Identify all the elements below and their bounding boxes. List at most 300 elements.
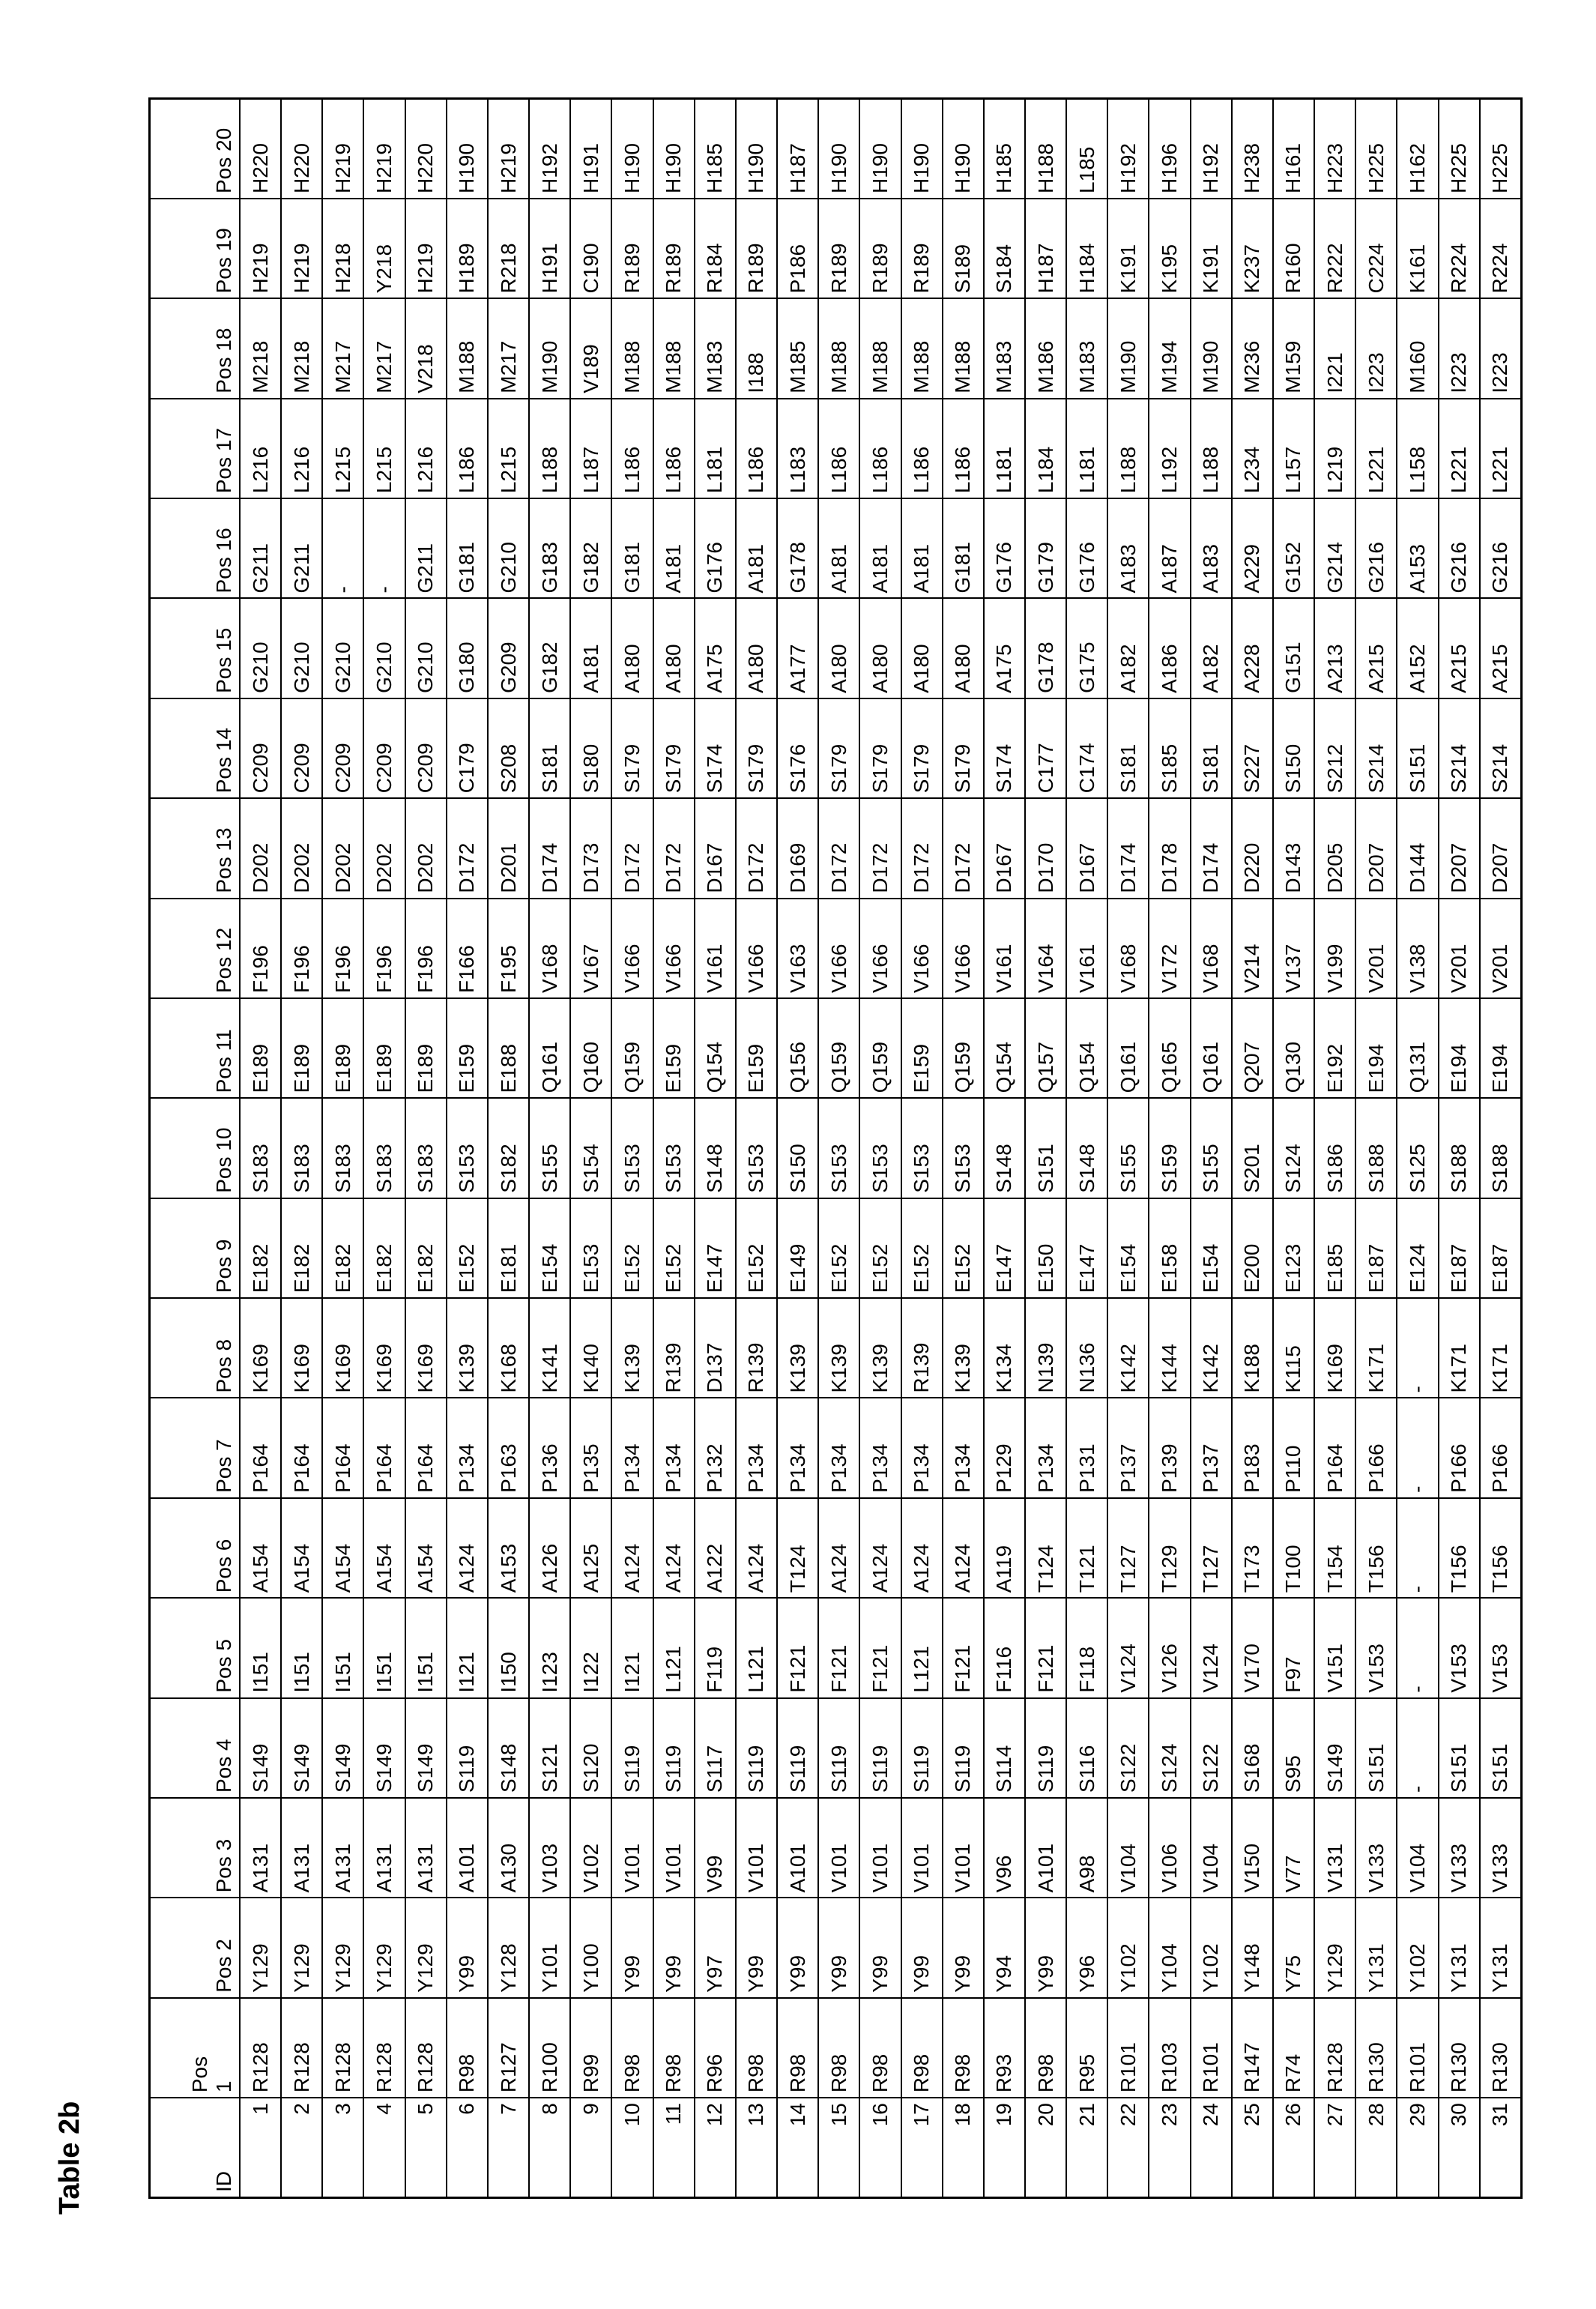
row-id: 5 bbox=[405, 2098, 447, 2197]
row-id: 27 bbox=[1314, 2098, 1355, 2197]
residue-cell: M190 bbox=[1107, 298, 1149, 398]
residue-cell: S155 bbox=[1107, 1098, 1149, 1198]
residue-cell: T154 bbox=[1314, 1498, 1355, 1598]
residue-cell: S168 bbox=[1232, 1698, 1273, 1798]
residue-cell: R224 bbox=[1480, 199, 1522, 298]
residue-cell: P183 bbox=[1232, 1398, 1273, 1498]
residue-cell: Q154 bbox=[1066, 998, 1107, 1098]
residue-cell: S149 bbox=[322, 1698, 363, 1798]
residue-cell: P137 bbox=[1191, 1398, 1232, 1498]
residue-cell: S151 bbox=[1397, 698, 1438, 798]
residue-cell: Q160 bbox=[570, 998, 611, 1098]
residue-cell: P134 bbox=[818, 1398, 859, 1498]
residue-cell: V102 bbox=[570, 1798, 611, 1898]
row-id: 30 bbox=[1439, 2098, 1480, 2197]
residue-cell: F121 bbox=[818, 1598, 859, 1697]
residue-cell: - bbox=[1397, 1698, 1438, 1798]
table-row bbox=[1355, 99, 1397, 2198]
residue-cell: M188 bbox=[859, 298, 901, 398]
table-row bbox=[405, 99, 447, 2198]
residue-cell: V163 bbox=[777, 899, 818, 998]
residue-cell: S179 bbox=[653, 698, 695, 798]
residue-cell: I151 bbox=[322, 1598, 363, 1697]
residue-cell: P134 bbox=[611, 1398, 653, 1498]
residue-cell: R189 bbox=[818, 199, 859, 298]
residue-cell: H219 bbox=[363, 99, 405, 199]
residue-cell: E182 bbox=[240, 1198, 281, 1298]
residue-cell: S154 bbox=[570, 1098, 611, 1198]
residue-cell: K169 bbox=[322, 1298, 363, 1398]
residue-cell: E152 bbox=[901, 1198, 943, 1298]
residue-cell: V161 bbox=[1066, 899, 1107, 998]
residue-cell: Y128 bbox=[488, 1898, 529, 1997]
residue-cell: S189 bbox=[943, 199, 984, 298]
residue-cell: V131 bbox=[1314, 1798, 1355, 1898]
header-pos: Pos 1 bbox=[150, 1998, 241, 2098]
residue-cell: S119 bbox=[777, 1698, 818, 1798]
residue-cell: I221 bbox=[1314, 298, 1355, 398]
residue-cell: V201 bbox=[1355, 899, 1397, 998]
residue-cell: A182 bbox=[1107, 599, 1149, 698]
residue-cell: A180 bbox=[901, 599, 943, 698]
residue-cell: R222 bbox=[1314, 199, 1355, 298]
residue-cell: Y102 bbox=[1397, 1898, 1438, 1997]
residue-cell: M190 bbox=[529, 298, 570, 398]
residue-cell: A180 bbox=[736, 599, 777, 698]
residue-cell: A213 bbox=[1314, 599, 1355, 698]
residue-cell: H219 bbox=[240, 199, 281, 298]
residue-cell: H225 bbox=[1439, 99, 1480, 199]
residue-cell: S184 bbox=[984, 199, 1025, 298]
residue-cell: S181 bbox=[1191, 698, 1232, 798]
residue-cell: Y218 bbox=[363, 199, 405, 298]
residue-cell: T129 bbox=[1149, 1498, 1190, 1598]
residue-cell: A181 bbox=[859, 498, 901, 598]
residue-cell: A181 bbox=[653, 498, 695, 598]
residue-cell: H187 bbox=[777, 99, 818, 199]
table-row bbox=[322, 99, 363, 2198]
residue-cell: R101 bbox=[1107, 1998, 1149, 2098]
residue-cell: V166 bbox=[859, 899, 901, 998]
residue-cell: E185 bbox=[1314, 1198, 1355, 1298]
residue-cell: E152 bbox=[447, 1198, 488, 1298]
residue-cell: F121 bbox=[859, 1598, 901, 1697]
residue-cell: D172 bbox=[611, 798, 653, 898]
header-pos: Pos 7 bbox=[150, 1398, 241, 1498]
residue-cell: Y99 bbox=[611, 1898, 653, 1997]
residue-cell: D207 bbox=[1355, 798, 1397, 898]
residue-cell: R189 bbox=[901, 199, 943, 298]
residue-cell: A154 bbox=[281, 1498, 322, 1598]
residue-cell: A124 bbox=[859, 1498, 901, 1598]
residue-cell: F121 bbox=[777, 1598, 818, 1697]
residue-cell: L188 bbox=[529, 399, 570, 498]
row-id: 13 bbox=[736, 2098, 777, 2197]
residue-cell: A119 bbox=[984, 1498, 1025, 1598]
residue-cell: C209 bbox=[240, 698, 281, 798]
table-row bbox=[859, 99, 901, 2198]
table-row bbox=[1273, 99, 1314, 2198]
residue-cell: S179 bbox=[943, 698, 984, 798]
residue-cell: T124 bbox=[1025, 1498, 1066, 1598]
residue-cell: S188 bbox=[1355, 1098, 1397, 1198]
residue-cell: G176 bbox=[1066, 498, 1107, 598]
header-pos: Pos 9 bbox=[150, 1198, 241, 1298]
residue-cell: R74 bbox=[1273, 1998, 1314, 2098]
residue-cell: V214 bbox=[1232, 899, 1273, 998]
residue-cell: G182 bbox=[529, 599, 570, 698]
rotated-table-container bbox=[148, 97, 1523, 2199]
residue-cell: A181 bbox=[818, 498, 859, 598]
residue-cell: E152 bbox=[653, 1198, 695, 1298]
residue-cell: S125 bbox=[1397, 1098, 1438, 1198]
residue-cell: L186 bbox=[943, 399, 984, 498]
table-row bbox=[1480, 99, 1522, 2198]
residue-cell: S186 bbox=[1314, 1098, 1355, 1198]
residue-cell: K139 bbox=[611, 1298, 653, 1398]
header-pos: Pos 14 bbox=[150, 698, 241, 798]
residue-cell: D172 bbox=[447, 798, 488, 898]
residue-cell: R98 bbox=[653, 1998, 695, 2098]
residue-cell: Y129 bbox=[1314, 1898, 1355, 1997]
residue-cell: L158 bbox=[1397, 399, 1438, 498]
residue-cell: V166 bbox=[901, 899, 943, 998]
residue-cell: A124 bbox=[943, 1498, 984, 1598]
residue-cell: S119 bbox=[943, 1698, 984, 1798]
residue-cell: Y99 bbox=[1025, 1898, 1066, 1997]
residue-cell: G181 bbox=[943, 498, 984, 598]
residue-cell: P164 bbox=[281, 1398, 322, 1498]
residue-cell: A215 bbox=[1355, 599, 1397, 698]
residue-cell: K139 bbox=[777, 1298, 818, 1398]
residue-cell: G178 bbox=[777, 498, 818, 598]
table-row bbox=[1397, 99, 1438, 2198]
residue-cell: V104 bbox=[1107, 1798, 1149, 1898]
residue-cell: A182 bbox=[1191, 599, 1232, 698]
residue-cell: A180 bbox=[611, 599, 653, 698]
residue-cell: K168 bbox=[488, 1298, 529, 1398]
residue-cell: S188 bbox=[1439, 1098, 1480, 1198]
residue-cell: S119 bbox=[611, 1698, 653, 1798]
residue-cell: I223 bbox=[1439, 298, 1480, 398]
residue-cell: P166 bbox=[1355, 1398, 1397, 1498]
residue-cell: V218 bbox=[405, 298, 447, 398]
residue-cell: Q207 bbox=[1232, 998, 1273, 1098]
residue-cell: E153 bbox=[570, 1198, 611, 1298]
residue-cell: M160 bbox=[1397, 298, 1438, 398]
row-id: 2 bbox=[281, 2098, 322, 2197]
residue-cell: Y129 bbox=[363, 1898, 405, 1997]
residue-cell: S124 bbox=[1149, 1698, 1190, 1798]
residue-cell: S120 bbox=[570, 1698, 611, 1798]
residue-cell: A180 bbox=[943, 599, 984, 698]
residue-cell: M188 bbox=[611, 298, 653, 398]
residue-cell: L215 bbox=[488, 399, 529, 498]
table-row bbox=[488, 99, 529, 2198]
residue-cell: P110 bbox=[1273, 1398, 1314, 1498]
residue-cell: Y99 bbox=[818, 1898, 859, 1997]
residue-cell: Q159 bbox=[859, 998, 901, 1098]
residue-cell: R128 bbox=[240, 1998, 281, 2098]
residue-cell: F119 bbox=[695, 1598, 736, 1697]
row-id: 29 bbox=[1397, 2098, 1438, 2197]
row-id: 25 bbox=[1232, 2098, 1273, 2197]
residue-cell: M188 bbox=[447, 298, 488, 398]
residue-cell: M183 bbox=[984, 298, 1025, 398]
residue-cell: H189 bbox=[447, 199, 488, 298]
residue-cell: S116 bbox=[1066, 1698, 1107, 1798]
residue-cell: F121 bbox=[943, 1598, 984, 1697]
residue-cell: E152 bbox=[859, 1198, 901, 1298]
residue-cell: D172 bbox=[736, 798, 777, 898]
residue-cell: E152 bbox=[736, 1198, 777, 1298]
residue-cell: D202 bbox=[363, 798, 405, 898]
row-id: 19 bbox=[984, 2098, 1025, 2197]
residue-cell: G182 bbox=[570, 498, 611, 598]
row-id: 31 bbox=[1480, 2098, 1522, 2197]
residue-cell: D205 bbox=[1314, 798, 1355, 898]
residue-cell: P134 bbox=[901, 1398, 943, 1498]
residue-cell: G183 bbox=[529, 498, 570, 598]
residue-cell: G210 bbox=[405, 599, 447, 698]
residue-cell: I121 bbox=[611, 1598, 653, 1697]
row-id: 7 bbox=[488, 2098, 529, 2197]
residue-cell: P134 bbox=[1025, 1398, 1066, 1498]
residue-cell: R95 bbox=[1066, 1998, 1107, 2098]
residue-cell: P164 bbox=[405, 1398, 447, 1498]
residue-cell: H191 bbox=[529, 199, 570, 298]
residue-cell: S179 bbox=[859, 698, 901, 798]
residue-cell: T127 bbox=[1107, 1498, 1149, 1598]
residue-cell: R98 bbox=[818, 1998, 859, 2098]
residue-cell: F121 bbox=[1025, 1598, 1066, 1697]
residue-cell: E189 bbox=[240, 998, 281, 1098]
residue-cell: M159 bbox=[1273, 298, 1314, 398]
residue-cell: H161 bbox=[1273, 99, 1314, 199]
residue-cell: Q159 bbox=[943, 998, 984, 1098]
residue-cell: S183 bbox=[281, 1098, 322, 1198]
residue-cell: - bbox=[1397, 1298, 1438, 1398]
header-pos: Pos 4 bbox=[150, 1698, 241, 1798]
residue-cell: T121 bbox=[1066, 1498, 1107, 1598]
residue-cell: I123 bbox=[529, 1598, 570, 1697]
residue-cell: D172 bbox=[818, 798, 859, 898]
residue-cell: I122 bbox=[570, 1598, 611, 1697]
residue-cell: Y99 bbox=[901, 1898, 943, 1997]
residue-cell: P135 bbox=[570, 1398, 611, 1498]
residue-cell: D202 bbox=[322, 798, 363, 898]
residue-cell: S149 bbox=[405, 1698, 447, 1798]
residue-cell: H192 bbox=[1191, 99, 1232, 199]
residue-cell: E189 bbox=[281, 998, 322, 1098]
residue-cell: Q154 bbox=[695, 998, 736, 1098]
residue-cell: A131 bbox=[405, 1798, 447, 1898]
residue-cell: R224 bbox=[1439, 199, 1480, 298]
residue-cell: H190 bbox=[653, 99, 695, 199]
residue-cell: G210 bbox=[322, 599, 363, 698]
residue-cell: I188 bbox=[736, 298, 777, 398]
table-row bbox=[736, 99, 777, 2198]
residue-cell: E182 bbox=[363, 1198, 405, 1298]
residue-cell: E194 bbox=[1480, 998, 1522, 1098]
residue-cell: S149 bbox=[363, 1698, 405, 1798]
residue-cell: L215 bbox=[363, 399, 405, 498]
residue-cell: C224 bbox=[1355, 199, 1397, 298]
residue-cell: C209 bbox=[363, 698, 405, 798]
residue-cell: H238 bbox=[1232, 99, 1273, 199]
residue-cell: A98 bbox=[1066, 1798, 1107, 1898]
residue-cell: H162 bbox=[1397, 99, 1438, 199]
residue-cell: H196 bbox=[1149, 99, 1190, 199]
header-id: ID bbox=[150, 2098, 241, 2197]
residue-cell: L181 bbox=[1066, 399, 1107, 498]
residue-cell: S153 bbox=[901, 1098, 943, 1198]
residue-cell: S153 bbox=[653, 1098, 695, 1198]
residue-cell: S176 bbox=[777, 698, 818, 798]
residue-cell: A186 bbox=[1149, 599, 1190, 698]
residue-cell: M188 bbox=[943, 298, 984, 398]
residue-cell: F97 bbox=[1273, 1598, 1314, 1697]
residue-cell: V153 bbox=[1439, 1598, 1480, 1697]
residue-cell: F196 bbox=[405, 899, 447, 998]
residue-cell: V153 bbox=[1355, 1598, 1397, 1697]
residue-cell: V103 bbox=[529, 1798, 570, 1898]
table-row bbox=[1191, 99, 1232, 2198]
residue-cell: V201 bbox=[1480, 899, 1522, 998]
residue-cell: S150 bbox=[1273, 698, 1314, 798]
residue-cell: K141 bbox=[529, 1298, 570, 1398]
residue-cell: Q131 bbox=[1397, 998, 1438, 1098]
residue-cell: A215 bbox=[1480, 599, 1522, 698]
residue-cell: P164 bbox=[240, 1398, 281, 1498]
residue-cell: P134 bbox=[777, 1398, 818, 1498]
row-id: 12 bbox=[695, 2098, 736, 2197]
residue-cell: D207 bbox=[1439, 798, 1480, 898]
residue-cell: G176 bbox=[984, 498, 1025, 598]
residue-cell: D172 bbox=[653, 798, 695, 898]
residue-cell: Q156 bbox=[777, 998, 818, 1098]
residue-cell: A154 bbox=[363, 1498, 405, 1598]
table-body bbox=[240, 99, 1522, 2198]
residue-cell: V101 bbox=[943, 1798, 984, 1898]
table-row bbox=[1149, 99, 1190, 2198]
residue-cell: R98 bbox=[1025, 1998, 1066, 2098]
residue-cell: S182 bbox=[488, 1098, 529, 1198]
residue-cell: V126 bbox=[1149, 1598, 1190, 1697]
residue-cell: R98 bbox=[447, 1998, 488, 2098]
residue-cell: V106 bbox=[1149, 1798, 1190, 1898]
residue-cell: L221 bbox=[1480, 399, 1522, 498]
residue-cell: S183 bbox=[322, 1098, 363, 1198]
residue-cell: M194 bbox=[1149, 298, 1190, 398]
residue-cell: V137 bbox=[1273, 899, 1314, 998]
residue-cell: S149 bbox=[281, 1698, 322, 1798]
residue-cell: Y97 bbox=[695, 1898, 736, 1997]
residue-cell: E181 bbox=[488, 1198, 529, 1298]
residue-cell: T127 bbox=[1191, 1498, 1232, 1598]
residue-cell: K144 bbox=[1149, 1298, 1190, 1398]
residue-cell: L219 bbox=[1314, 399, 1355, 498]
residue-cell: D172 bbox=[943, 798, 984, 898]
residue-cell: A125 bbox=[570, 1498, 611, 1598]
residue-cell: S153 bbox=[859, 1098, 901, 1198]
residue-cell: S208 bbox=[488, 698, 529, 798]
header-pos: Pos 18 bbox=[150, 298, 241, 398]
residue-cell: P163 bbox=[488, 1398, 529, 1498]
residue-cell: S119 bbox=[901, 1698, 943, 1798]
table-row bbox=[1066, 99, 1107, 2198]
residue-cell: Y104 bbox=[1149, 1898, 1190, 1997]
residue-cell: V133 bbox=[1439, 1798, 1480, 1898]
residue-cell: A152 bbox=[1397, 599, 1438, 698]
row-id: 10 bbox=[611, 2098, 653, 2197]
residue-cell: A177 bbox=[777, 599, 818, 698]
residue-cell: R103 bbox=[1149, 1998, 1190, 2098]
residue-cell: S124 bbox=[1273, 1098, 1314, 1198]
residue-cell: S155 bbox=[1191, 1098, 1232, 1198]
residue-cell: I223 bbox=[1480, 298, 1522, 398]
residue-cell: Y99 bbox=[859, 1898, 901, 1997]
residue-cell: G211 bbox=[281, 498, 322, 598]
residue-cell: Y129 bbox=[281, 1898, 322, 1997]
residue-cell: E124 bbox=[1397, 1198, 1438, 1298]
residue-cell: P186 bbox=[777, 199, 818, 298]
residue-cell: H192 bbox=[529, 99, 570, 199]
residue-cell: P134 bbox=[943, 1398, 984, 1498]
residue-cell: Q161 bbox=[529, 998, 570, 1098]
table-row bbox=[695, 99, 736, 2198]
residue-cell: F118 bbox=[1066, 1598, 1107, 1697]
residue-cell: D174 bbox=[529, 798, 570, 898]
residue-cell: V101 bbox=[859, 1798, 901, 1898]
residue-cell: V166 bbox=[736, 899, 777, 998]
residue-cell: L192 bbox=[1149, 399, 1190, 498]
residue-cell: V101 bbox=[611, 1798, 653, 1898]
residue-cell: E194 bbox=[1355, 998, 1397, 1098]
residue-cell: L181 bbox=[984, 399, 1025, 498]
residue-cell: P134 bbox=[859, 1398, 901, 1498]
row-id: 9 bbox=[570, 2098, 611, 2197]
residue-cell: R98 bbox=[611, 1998, 653, 2098]
residue-cell: Y129 bbox=[405, 1898, 447, 1997]
residue-cell: A126 bbox=[529, 1498, 570, 1598]
residue-cell: L183 bbox=[777, 399, 818, 498]
row-id: 8 bbox=[529, 2098, 570, 2197]
residue-cell: A175 bbox=[695, 599, 736, 698]
residue-cell: S119 bbox=[1025, 1698, 1066, 1798]
residue-cell: P164 bbox=[363, 1398, 405, 1498]
residue-cell: H190 bbox=[818, 99, 859, 199]
residue-cell: Q159 bbox=[611, 998, 653, 1098]
residue-cell: L121 bbox=[736, 1598, 777, 1697]
residue-cell: S95 bbox=[1273, 1698, 1314, 1798]
row-id: 23 bbox=[1149, 2098, 1190, 2197]
residue-cell: C179 bbox=[447, 698, 488, 798]
row-id: 24 bbox=[1191, 2098, 1232, 2197]
residue-cell: E159 bbox=[736, 998, 777, 1098]
residue-cell: S179 bbox=[818, 698, 859, 798]
residue-cell: E188 bbox=[488, 998, 529, 1098]
residue-cell: E154 bbox=[529, 1198, 570, 1298]
residue-cell: E189 bbox=[405, 998, 447, 1098]
residue-cell: G178 bbox=[1025, 599, 1066, 698]
residue-cell: E182 bbox=[405, 1198, 447, 1298]
residue-cell: E154 bbox=[1191, 1198, 1232, 1298]
residue-cell: V133 bbox=[1355, 1798, 1397, 1898]
residue-cell: P132 bbox=[695, 1398, 736, 1498]
residue-cell: S149 bbox=[1314, 1698, 1355, 1798]
residue-cell: S119 bbox=[859, 1698, 901, 1798]
